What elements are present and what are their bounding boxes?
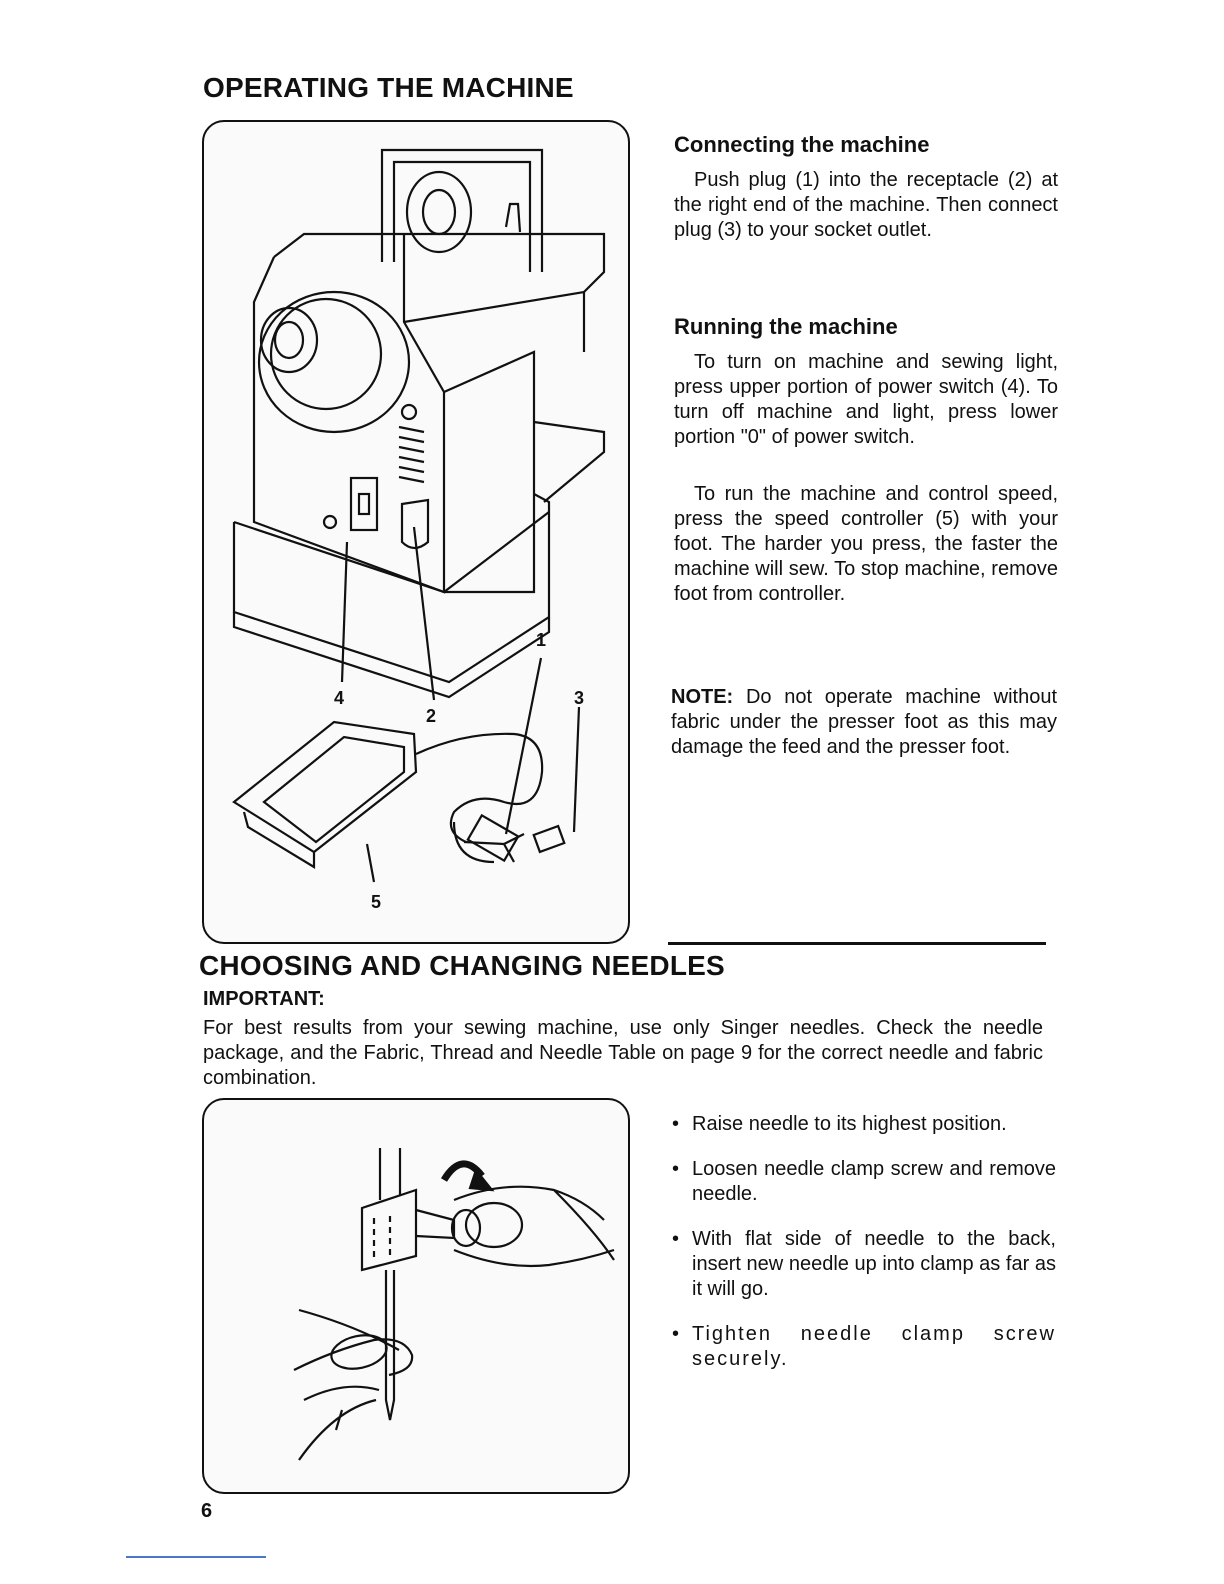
needle-drawing: [204, 1100, 628, 1492]
needle-illustration: [202, 1098, 630, 1494]
important-text: For best results from your sewing machine, use only Singer needles. Check the needle package, and the Fabric, Thread and Needle Table on page 9 for the correct needle and fabric combination.: [203, 1017, 1043, 1089]
callout-5: 5: [371, 892, 382, 912]
section-divider: [668, 942, 1046, 945]
needle-step-3: • With flat side of needle to the back, insert new needle up into clamp as far as it will go.: [670, 1227, 1056, 1302]
scan-edge-mark: [126, 1556, 266, 1558]
note-section: [671, 685, 1057, 760]
note-text: Do not operate machine without fabric under the presser foot as this may damage the feed and the presser foot.: [671, 686, 1057, 758]
needle-step-2: • Loosen needle clamp screw and remove needle.: [670, 1157, 1056, 1207]
connecting-section: [674, 132, 1058, 243]
needle-steps-list: [670, 1112, 1056, 1392]
leader-line-4: [342, 542, 347, 682]
page-number: 6: [201, 1500, 213, 1522]
important-label: IMPORTANT:: [203, 988, 325, 1010]
machine-illustration: [202, 120, 630, 944]
running-section: [674, 314, 1058, 607]
leader-line-5: [367, 844, 374, 882]
callout-1: 1: [536, 630, 547, 650]
running-heading: Running the machine: [674, 314, 898, 339]
connecting-text: Push plug (1) into the receptacle (2) at the right end of the machine. Then connect plug (3) to your socket outlet.: [674, 169, 1058, 241]
connecting-heading: Connecting the machine: [674, 132, 930, 157]
machine-drawing: [204, 122, 628, 942]
needle-step-1: • Raise needle to its highest position.: [670, 1112, 1056, 1137]
leader-line-3: [574, 707, 579, 832]
callout-3: 3: [574, 688, 585, 708]
callout-4: 4: [334, 688, 345, 708]
running-text-1: To turn on machine and sewing light, press upper portion of power switch (4). To turn off machine and light, press lower portion "0" of power switch.: [674, 351, 1058, 448]
running-text-2: To run the machine and control speed, press the speed controller (5) with your foot. The harder you press, the faster the machine will sew. To stop machine, remove foot from controller.: [674, 483, 1058, 605]
callout-2: 2: [426, 706, 437, 726]
section-title-operating: OPERATING THE MACHINE: [203, 72, 574, 103]
section-title-needles: CHOOSING AND CHANGING NEEDLES: [199, 950, 725, 981]
needle-step-4: • Tighten needle clamp screw securely.: [670, 1322, 1056, 1372]
note-label: NOTE:: [671, 686, 734, 708]
